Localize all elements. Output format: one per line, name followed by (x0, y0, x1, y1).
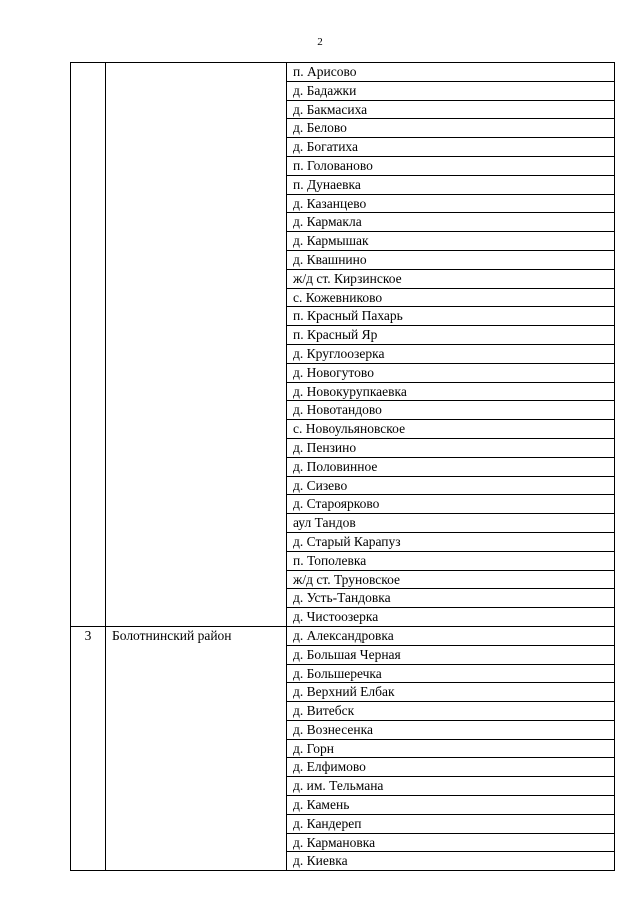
settlement-name: д. Усть-Тандовка (293, 590, 391, 606)
settlement-cell (287, 664, 615, 683)
district-number-cell (71, 63, 106, 627)
settlement-name: п. Красный Яр (293, 327, 378, 343)
settlement-name: д. Белово (293, 120, 347, 136)
settlement-name: д. Половинное (293, 458, 378, 474)
settlement-name: д. Елфимово (293, 759, 366, 775)
settlement-name: п. Голованово (293, 157, 373, 173)
settlement-name: д. Бадажки (293, 82, 357, 98)
settlement-cell (287, 138, 615, 157)
settlement-name: д. Камень (293, 797, 350, 813)
settlement-name: д. Горн (293, 740, 334, 756)
settlement-cell (287, 608, 615, 627)
settlements-table (70, 62, 615, 871)
settlement-name: с. Новоульяновское (293, 421, 406, 437)
settlement-cell (287, 213, 615, 232)
district-name: Болотнинский район (112, 627, 232, 643)
settlement-name: д. Старый Карапуз (293, 533, 401, 549)
settlement-name: д. им. Тельмана (293, 778, 384, 794)
settlement-cell (287, 307, 615, 326)
settlement-cell (287, 570, 615, 589)
settlement-cell (287, 814, 615, 833)
settlement-cell (287, 326, 615, 345)
settlement-name: д. Кармановка (293, 834, 376, 850)
settlement-name: д. Новотандово (293, 402, 382, 418)
table-row (71, 63, 615, 82)
settlement-cell (287, 194, 615, 213)
settlement-cell (287, 232, 615, 251)
settlement-cell (287, 269, 615, 288)
settlement-name: п. Дунаевка (293, 176, 361, 192)
settlement-name: д. Богатиха (293, 139, 358, 155)
district-name-cell (106, 63, 287, 627)
district-name-cell (106, 626, 287, 870)
settlement-name: д. Сизево (293, 477, 348, 493)
settlement-cell (287, 344, 615, 363)
settlement-cell (287, 683, 615, 702)
settlement-name: п. Тополевка (293, 552, 367, 568)
settlement-name: д. Казанцево (293, 195, 367, 211)
settlement-name: д. Вознесенка (293, 721, 373, 737)
settlement-cell (287, 852, 615, 871)
settlement-cell (287, 63, 615, 82)
settlement-cell (287, 382, 615, 401)
settlement-cell (287, 81, 615, 100)
settlement-cell (287, 363, 615, 382)
settlement-name: д. Александровка (293, 627, 394, 643)
settlement-cell (287, 156, 615, 175)
settlement-cell (287, 833, 615, 852)
settlement-name: д. Бакмасиха (293, 101, 368, 117)
settlement-cell (287, 777, 615, 796)
settlement-cell (287, 288, 615, 307)
settlement-name: д. Кармакла (293, 214, 362, 230)
settlement-cell (287, 739, 615, 758)
settlement-name: д. Верхний Елбак (293, 684, 395, 700)
settlement-cell (287, 532, 615, 551)
settlement-name: д. Кармышак (293, 233, 369, 249)
district-number: 3 (84, 627, 92, 643)
settlement-cell (287, 758, 615, 777)
settlement-name: д. Кандереп (293, 815, 362, 831)
settlement-cell (287, 250, 615, 269)
settlement-name: д. Квашнино (293, 251, 367, 267)
settlement-name: п. Красный Пахарь (293, 308, 403, 324)
settlement-name: д. Новогутово (293, 364, 374, 380)
settlement-cell (287, 702, 615, 721)
settlement-name: аул Тандов (293, 515, 356, 531)
table-row (71, 626, 615, 645)
page-number: 2 (317, 36, 323, 48)
settlement-cell (287, 100, 615, 119)
settlement-cell (287, 420, 615, 439)
settlement-name: д. Пензино (293, 439, 357, 455)
settlements-table-body (71, 63, 615, 871)
settlement-name: д. Круглоозерка (293, 345, 385, 361)
settlement-name: д. Большая Черная (293, 646, 401, 662)
settlement-name: д. Староярково (293, 496, 380, 512)
settlement-cell (287, 495, 615, 514)
settlement-cell (287, 796, 615, 815)
settlement-name: д. Большеречка (293, 665, 382, 681)
settlement-cell (287, 589, 615, 608)
settlement-cell (287, 119, 615, 138)
settlement-name: п. Арисово (293, 64, 357, 79)
settlement-name: д. Новокурупкаевка (293, 383, 407, 399)
settlement-cell (287, 175, 615, 194)
settlement-name: д. Витебск (293, 703, 355, 719)
settlement-cell (287, 457, 615, 476)
settlement-cell (287, 551, 615, 570)
settlement-name: ж/д ст. Кирзинское (293, 270, 402, 286)
settlement-name: с. Кожевниково (293, 289, 383, 305)
settlement-cell (287, 645, 615, 664)
settlement-cell (287, 401, 615, 420)
settlement-cell (287, 438, 615, 457)
settlement-name: д. Киевка (293, 853, 348, 869)
settlement-name: ж/д ст. Труновское (293, 571, 401, 587)
settlement-name: д. Чистоозерка (293, 609, 379, 625)
district-number-cell (71, 626, 106, 870)
settlement-cell (287, 514, 615, 533)
settlement-cell (287, 626, 615, 645)
settlement-cell (287, 476, 615, 495)
settlement-cell (287, 720, 615, 739)
